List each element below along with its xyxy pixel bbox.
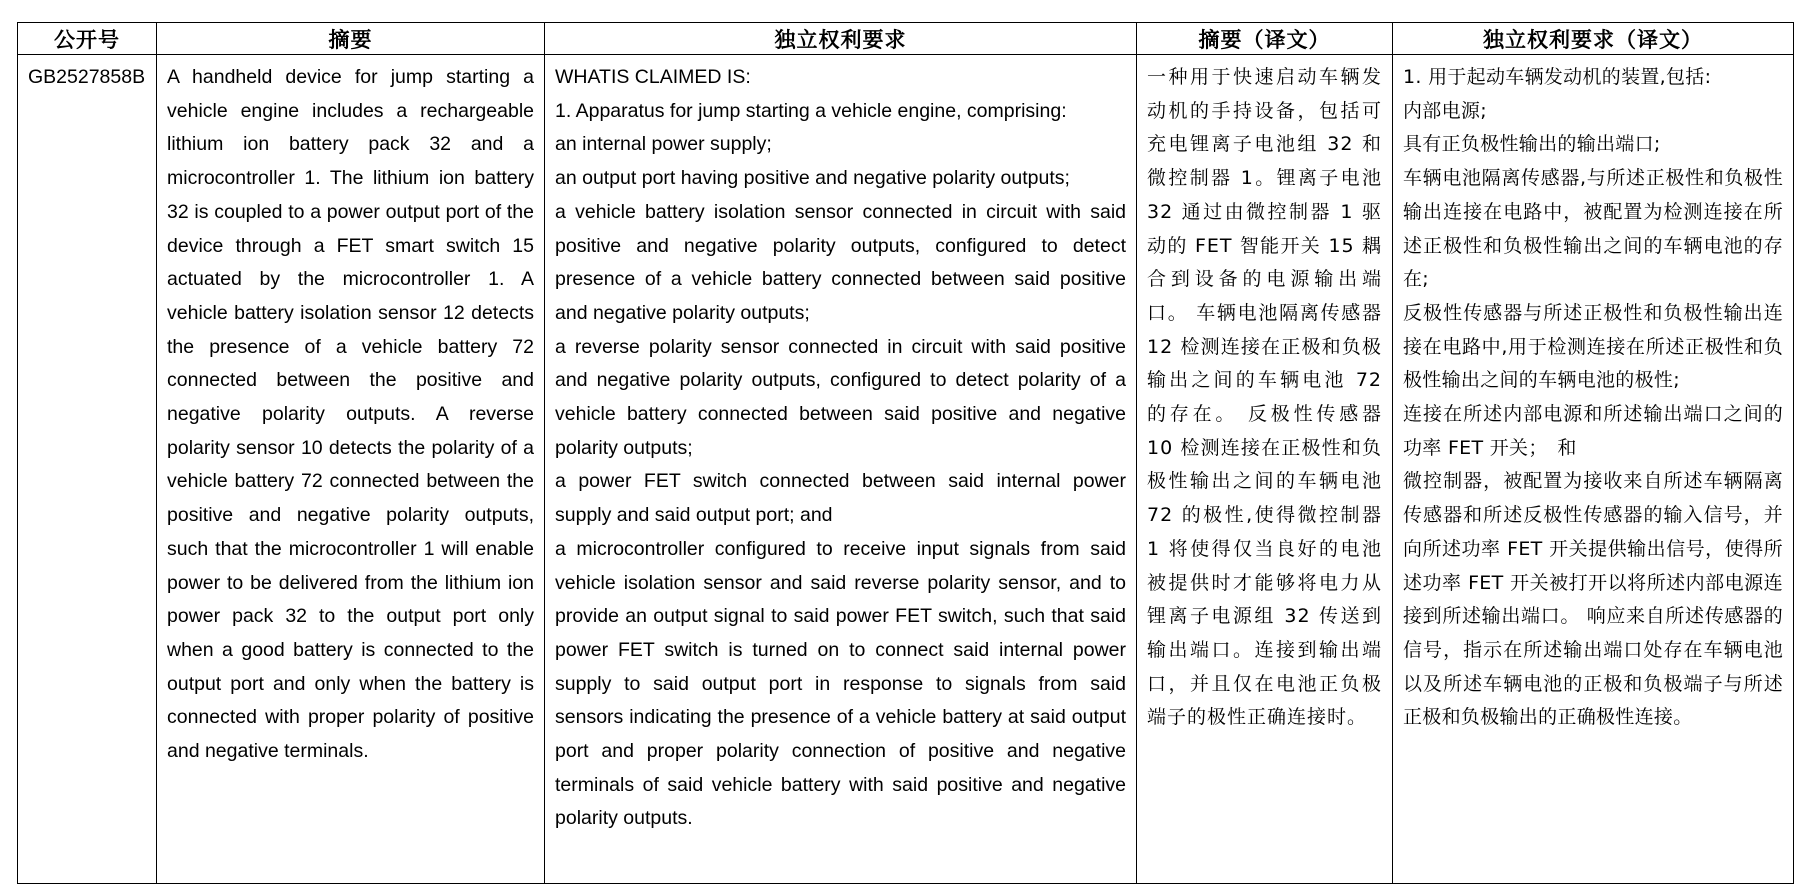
cell-claims-translation <box>1393 55 1794 884</box>
table-header-row <box>18 23 1794 55</box>
claim-translation-item: 车辆电池隔离传感器,与所述正极性和负极性输出连接在电路中，被配置为检测连接在所述正极性和负极性输出之间的车辆电池的存在; <box>1403 167 1783 291</box>
cell-abstract <box>157 55 545 884</box>
publication-number: GB2527858B <box>28 66 146 88</box>
cell-independent-claims <box>545 55 1137 884</box>
header-publication-no: 公开号 <box>18 23 157 55</box>
header-claims-translation: 独立权利要求（译文） <box>1393 23 1794 55</box>
claim-translation-item: 反极性传感器与所述正极性和负极性输出连接在电路中,用于检测连接在所述正极性和负极性输出之间的车辆电池的极性; <box>1403 301 1783 392</box>
claim-item: an output port having positive and negative polarity outputs; <box>555 167 1070 190</box>
claim-translation-item: 1. 用于起动车辆发动机的装置,包括: <box>1403 66 1712 88</box>
claim-item: a power FET switch connected between said internal power supply and said output port; and <box>555 470 1126 527</box>
table-row <box>18 55 1794 884</box>
header-abstract-translation: 摘要（译文） <box>1137 23 1393 55</box>
header-abstract: 摘要 <box>157 23 545 55</box>
claim-item: an internal power supply; <box>555 133 772 156</box>
claim-item: a vehicle battery isolation sensor connected in circuit with said positive and negative polarity outputs, configured to detect presence of a vehicle battery connected between said positive and negative polarity outputs; <box>555 200 1126 324</box>
claims-translation-text <box>1403 61 1783 735</box>
abstract-text: A handheld device for jump starting a vehicle engine includes a rechargeable lithium ion battery pack 32 and a microcontroller 1. The lithium ion battery 32 is coupled to a power output port of the device through a FET smart switch 15 actuated by the microcontroller 1. A vehicle battery isolation sensor 12 detects the presence of a vehicle battery 72 connected between the positive and negative polarity outputs. A reverse polarity sensor 10 detects the polarity of a vehicle battery 72 connected between the positive and negative polarity outputs, such that the microcontroller 1 will enable power to be delivered from the lithium ion power pack 32 to the output port only when a good battery is connected to the output port and only when the battery is connected with proper polarity of positive and negative terminals. <box>167 66 534 763</box>
patent-comparison-table <box>17 22 1794 884</box>
claims-text <box>555 61 1126 836</box>
cell-abstract-translation <box>1137 55 1393 884</box>
abstract-translation-text: 一种用于快速启动车辆发动机的手持设备，包括可充电锂离子电池组 32 和微控制器 1。锂离子电池 32 通过由微控制器 1 驱动的 FET 智能开关 15 耦合到设备的电源输出端口。 车辆电池隔离传感器 12 检测连接在正极和负极输出之间的车辆电池 72 的存在。 反极性传感器 10 检测连接在正极性和负极性输出之间的车辆电池 72 的极性,使得微控制器 1 将使得仅当良好的电池被提供时才能够将电力从锂离子电源组 32 传送到输出端口。连接到输出端口，并且仅在电池正负极端子的极性正确连接时。 <box>1147 66 1382 729</box>
claim-translation-item: 具有正负极性输出的输出端口; <box>1403 133 1661 156</box>
claim-item: a microcontroller configured to receive input signals from said vehicle isolation sensor and said reverse polarity sensor, and to provide an output signal to said power FET switch, such that said power FET switch is turned on to connect said internal power supply to said output port in response to signals from said sensors indicating the presence of a vehicle battery at said output port and proper polarity connection of positive and negative terminals of said vehicle battery with said positive and negative polarity outputs. <box>555 537 1126 830</box>
cell-publication-no <box>18 55 157 884</box>
claim-translation-item: 微控制器，被配置为接收来自所述车辆隔离传感器和所述反极性传感器的输入信号，并向所述功率 FET 开关提供输出信号，使得所述功率 FET 开关被打开以将所述内部电源连接到所述输出端口。 响应来自所述传感器的信号，指示在所述输出端口处存在车辆电池以及所述车辆电池的正极和负极端子与所述正极和负极输出的正确极性连接。 <box>1403 470 1783 729</box>
claims-heading: WHATIS CLAIMED IS: <box>555 66 751 88</box>
patent-document <box>17 22 1793 884</box>
claim-item: 1. Apparatus for jump starting a vehicle engine, comprising: <box>555 99 1067 122</box>
header-independent-claims: 独立权利要求 <box>545 23 1137 55</box>
claim-translation-item: 内部电源; <box>1403 99 1487 122</box>
claim-item: a reverse polarity sensor connected in circuit with said positive and negative polarity outputs, configured to detect polarity of a vehicle battery connected between said positive and negative polarity outputs; <box>555 335 1126 459</box>
claim-translation-item: 连接在所述内部电源和所述输出端口之间的功率 FET 开关； 和 <box>1403 403 1783 459</box>
